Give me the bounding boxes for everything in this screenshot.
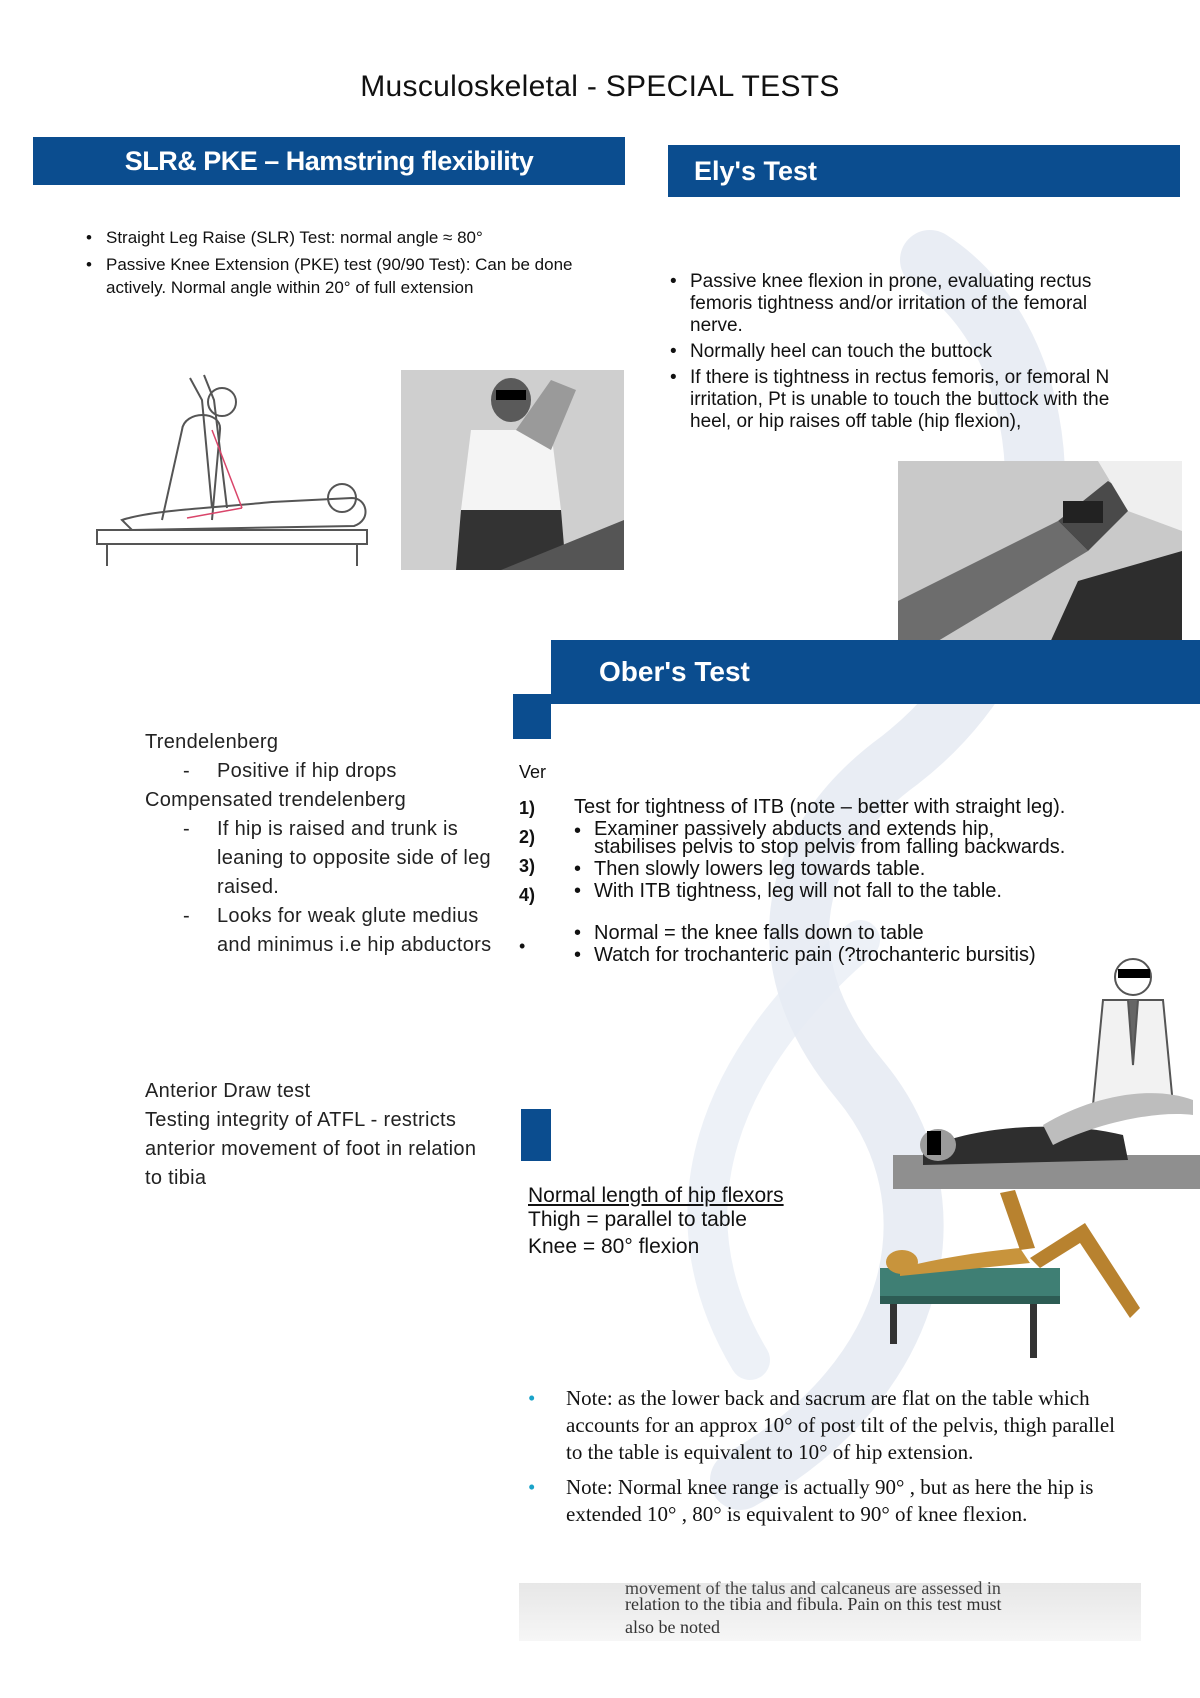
- obers-step-1: [574, 820, 1174, 856]
- obers-header-text: Ober's Test: [599, 656, 750, 687]
- anterior-draw-text: Testing integrity of ATFL - restricts anterior movement of foot in relation to tibia: [145, 1109, 477, 1189]
- note-1: [526, 1385, 1132, 1466]
- elys-header-text: Ely's Test: [694, 155, 817, 186]
- bottom-fragment-line-2: relation to the tibia and fibula. Pain on this test must: [625, 1594, 1002, 1614]
- obers-step-1-line-b: stabilises pelvis to stop pelvis from falling backwards.: [594, 836, 1066, 858]
- bottom-fragment-line-3: also be noted: [625, 1617, 720, 1637]
- elys-bullet-3: • If there is tightness in rectus femoris, or femoral N irritation, Pt is unable to touch the buttock with the heel, or hip raises off table (hip flexion),: [670, 367, 1140, 433]
- obers-content: [574, 796, 1174, 966]
- slr-header-text: SLR& PKE – Hamstring flexibility: [124, 145, 534, 176]
- obers-number-column: [519, 794, 535, 910]
- note-2-text: Note: Normal knee range is actually 90° , but as here the hip is extended 10° , 80° is equivalent to 90° of knee flexion.: [566, 1475, 1094, 1526]
- obers-number-2: 2): [519, 827, 536, 847]
- obers-note-1: • Normal = the knee falls down to table: [574, 922, 1174, 944]
- note-1-text: Note: as the lower back and sacrum are flat on the table which accounts for an approx 10° of post tilt of the pelvis, thigh parallel to the table is equivalent to 10° of hip extension.: [566, 1386, 1116, 1464]
- hip-flexor-figure: [880, 1188, 1157, 1358]
- trendelenberg-block: [145, 728, 505, 960]
- elys-bullets: [670, 271, 1140, 433]
- obers-step-3: • With ITB tightness, leg will not fall to the table.: [574, 880, 1174, 902]
- anterior-draw-block: [145, 1077, 495, 1193]
- hip-flexors-heading: Normal length of hip flexors: [528, 1184, 784, 1207]
- hip-flexors-block: [528, 1182, 858, 1260]
- compensated-trendelenberg-title: Compensated trendelenberg: [145, 789, 407, 811]
- elys-section-header: [668, 145, 1180, 197]
- obers-number-1: 1): [519, 798, 536, 818]
- elys-photo: [898, 461, 1182, 647]
- hip-flexor-tab-block: [521, 1109, 551, 1161]
- elys-bullet-1: • Passive knee flexion in prone, evaluating rectus femoris tightness and/or irritation of the femoral nerve.: [670, 271, 1140, 337]
- hip-flexors-knee: Knee = 80° flexion: [528, 1235, 700, 1258]
- compensated-sub-1: - If hip is raised and trunk is leaning to opposite side of leg raised.: [145, 815, 505, 902]
- obers-note-2: • Watch for trochanteric pain (?trochanteric bursitis): [574, 944, 1174, 966]
- page-title: Musculoskeletal - SPECIAL TESTS: [360, 70, 840, 103]
- obers-stray-bullet: •: [519, 936, 526, 956]
- slr-section-header: [33, 137, 625, 185]
- slr-test-illustration: [92, 370, 392, 570]
- notes-list: [526, 1385, 1132, 1528]
- anterior-draw-title: Anterior Draw test: [145, 1080, 311, 1102]
- obers-step-2: • Then slowly lowers leg towards table.: [574, 858, 1174, 880]
- obers-intro: Test for tightness of ITB (note – better with straight leg).: [574, 796, 1066, 818]
- bottom-fragment-line-1: movement of the talus and calcaneus are assessed in: [625, 1578, 1001, 1598]
- obers-step-1-line-a: • Examiner passively abducts and extends hip,: [594, 818, 995, 840]
- slr-bullets: [86, 226, 606, 299]
- slr-bullet-2: • Passive Knee Extension (PKE) test (90/90 Test): Can be done actively. Normal angle within 20° of full extension: [86, 253, 606, 299]
- compensated-trendelenberg-list: [145, 815, 505, 960]
- slr-photo: [401, 370, 624, 570]
- obers-number-3: 3): [519, 856, 536, 876]
- hip-flexors-thigh: Thigh = parallel to table: [528, 1208, 747, 1231]
- bottom-fragment-image: [519, 1578, 1141, 1641]
- elys-bullet-2: • Normally heel can touch the buttock: [670, 341, 1140, 363]
- trendelenberg-sub-1: - Positive if hip drops: [145, 757, 505, 786]
- trendelenberg-title: Trendelenberg: [145, 731, 279, 753]
- obers-steps: [574, 820, 1174, 902]
- obers-section-header: [551, 640, 1200, 704]
- obers-fragment-ver: Ver: [519, 762, 547, 782]
- obers-number-4: 4): [519, 885, 536, 905]
- slr-bullet-1: • Straight Leg Raise (SLR) Test: normal angle ≈ 80°: [86, 226, 606, 249]
- compensated-sub-2: - Looks for weak glute medius and minimus i.e hip abductors: [145, 902, 505, 960]
- obers-test-illustration: [893, 955, 1200, 1189]
- trendelenberg-sub-list: [145, 757, 505, 786]
- obers-tab-block: [513, 694, 551, 739]
- note-2: [526, 1474, 1132, 1528]
